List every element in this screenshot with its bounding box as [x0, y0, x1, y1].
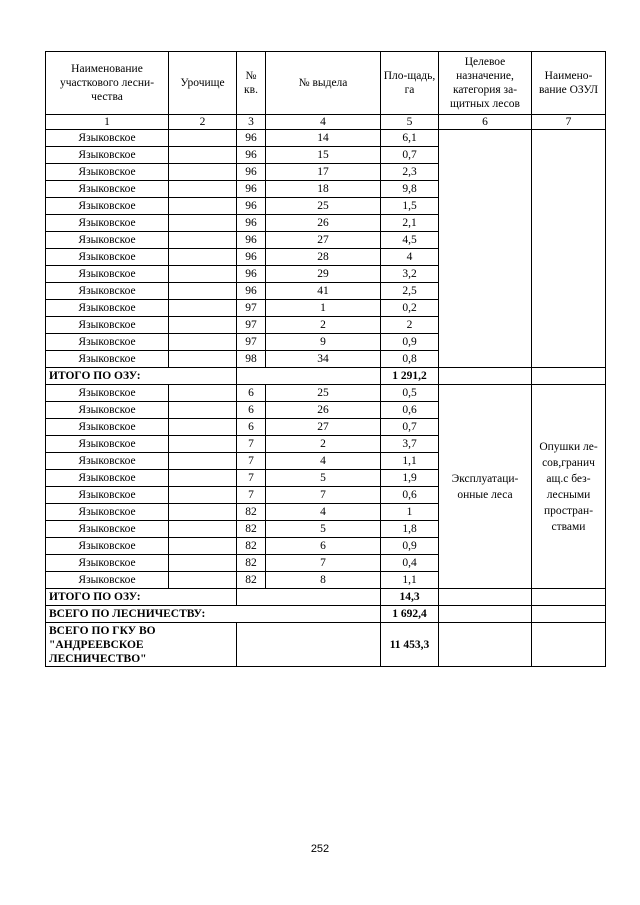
- forestry-cell: Языковское: [46, 317, 169, 334]
- header-tract: Урочище: [169, 52, 237, 115]
- plot-cell: 5: [266, 470, 381, 487]
- quarter-cell: 98: [237, 351, 266, 368]
- area-cell: 1,8: [381, 521, 439, 538]
- tract-cell: [169, 538, 237, 555]
- header-area: Пло-щадь, га: [381, 52, 439, 115]
- column-number: 1: [46, 115, 169, 130]
- tract-cell: [169, 402, 237, 419]
- forestry-cell: Языковское: [46, 572, 169, 589]
- quarter-cell: 96: [237, 266, 266, 283]
- subtotal-label: ИТОГО ПО ОЗУ:: [46, 589, 237, 606]
- plot-cell: 6: [266, 538, 381, 555]
- plot-cell: 2: [266, 317, 381, 334]
- total-empty: [532, 606, 606, 623]
- plot-cell: 41: [266, 283, 381, 300]
- tract-cell: [169, 249, 237, 266]
- forestry-cell: Языковское: [46, 453, 169, 470]
- plot-cell: 26: [266, 215, 381, 232]
- quarter-cell: 82: [237, 504, 266, 521]
- area-cell: 1: [381, 504, 439, 521]
- tract-cell: [169, 130, 237, 147]
- area-cell: 0,2: [381, 300, 439, 317]
- tract-cell: [169, 147, 237, 164]
- gku-total-area: 11 453,3: [381, 623, 439, 667]
- header-forestry: Наименование участкового лесни-чества: [46, 52, 169, 115]
- total-empty: [237, 623, 381, 667]
- forestry-cell: Языковское: [46, 164, 169, 181]
- gku-total-row: [46, 623, 606, 667]
- forestry-cell: Языковское: [46, 385, 169, 402]
- subtotal-empty: [237, 368, 381, 385]
- tract-cell: [169, 555, 237, 572]
- forestry-total-row: [46, 606, 606, 623]
- column-number: 6: [439, 115, 532, 130]
- quarter-cell: 96: [237, 181, 266, 198]
- header-quarter: № кв.: [237, 52, 266, 115]
- total-empty: [439, 623, 532, 667]
- area-cell: 2,5: [381, 283, 439, 300]
- quarter-cell: 82: [237, 521, 266, 538]
- forestry-total-area: 1 692,4: [381, 606, 439, 623]
- column-number: 3: [237, 115, 266, 130]
- column-number: 4: [266, 115, 381, 130]
- forest-areas-table: [45, 51, 606, 667]
- subtotal-empty: [237, 589, 381, 606]
- forestry-cell: Языковское: [46, 300, 169, 317]
- plot-cell: 7: [266, 555, 381, 572]
- forestry-cell: Языковское: [46, 232, 169, 249]
- quarter-cell: 96: [237, 130, 266, 147]
- plot-cell: 18: [266, 181, 381, 198]
- tract-cell: [169, 470, 237, 487]
- subtotal-area: 1 291,2: [381, 368, 439, 385]
- forestry-cell: Языковское: [46, 504, 169, 521]
- purpose-cell-empty: [439, 130, 532, 368]
- quarter-cell: 96: [237, 164, 266, 181]
- plot-cell: 4: [266, 504, 381, 521]
- quarter-cell: 7: [237, 487, 266, 504]
- quarter-cell: 82: [237, 555, 266, 572]
- subtotal-row: [46, 589, 606, 606]
- forestry-cell: Языковское: [46, 249, 169, 266]
- area-cell: 1,9: [381, 470, 439, 487]
- forestry-cell: Языковское: [46, 419, 169, 436]
- quarter-cell: 6: [237, 402, 266, 419]
- forestry-cell: Языковское: [46, 215, 169, 232]
- quarter-cell: 96: [237, 147, 266, 164]
- area-cell: 3,2: [381, 266, 439, 283]
- quarter-cell: 82: [237, 572, 266, 589]
- forestry-cell: Языковское: [46, 130, 169, 147]
- header-plot: № выдела: [266, 52, 381, 115]
- tract-cell: [169, 385, 237, 402]
- area-cell: 6,1: [381, 130, 439, 147]
- area-cell: 0,6: [381, 402, 439, 419]
- subtotal-area: 14,3: [381, 589, 439, 606]
- quarter-cell: 82: [237, 538, 266, 555]
- plot-cell: 25: [266, 385, 381, 402]
- area-cell: 0,4: [381, 555, 439, 572]
- plot-cell: 2: [266, 436, 381, 453]
- plot-cell: 9: [266, 334, 381, 351]
- subtotal-empty: [532, 589, 606, 606]
- column-number: 2: [169, 115, 237, 130]
- tract-cell: [169, 181, 237, 198]
- area-cell: 2: [381, 317, 439, 334]
- forestry-cell: Языковское: [46, 283, 169, 300]
- forestry-cell: Языковское: [46, 147, 169, 164]
- plot-cell: 4: [266, 453, 381, 470]
- quarter-cell: 7: [237, 453, 266, 470]
- tract-cell: [169, 419, 237, 436]
- header-purpose: Целевое назначение, категория за-щитных лесов: [439, 52, 532, 115]
- forestry-cell: Языковское: [46, 521, 169, 538]
- plot-cell: 1: [266, 300, 381, 317]
- tract-cell: [169, 334, 237, 351]
- column-numbers-row: [46, 115, 606, 130]
- tract-cell: [169, 232, 237, 249]
- plot-cell: 26: [266, 402, 381, 419]
- plot-cell: 27: [266, 232, 381, 249]
- quarter-cell: 97: [237, 317, 266, 334]
- plot-cell: 7: [266, 487, 381, 504]
- area-cell: 0,8: [381, 351, 439, 368]
- forestry-cell: Языковское: [46, 181, 169, 198]
- header-ozul: Наимено-вание ОЗУЛ: [532, 52, 606, 115]
- forestry-cell: Языковское: [46, 487, 169, 504]
- table-row: [46, 130, 606, 147]
- column-number: 7: [532, 115, 606, 130]
- subtotal-row: [46, 368, 606, 385]
- quarter-cell: 7: [237, 470, 266, 487]
- tract-cell: [169, 317, 237, 334]
- forestry-cell: Языковское: [46, 351, 169, 368]
- tract-cell: [169, 572, 237, 589]
- quarter-cell: 96: [237, 283, 266, 300]
- total-empty: [532, 623, 606, 667]
- ozul-cell: Опушки ле-сов,гранич ащ.с без-лесными простран-ствами: [532, 385, 606, 589]
- forestry-cell: Языковское: [46, 470, 169, 487]
- forestry-cell: Языковское: [46, 266, 169, 283]
- quarter-cell: 6: [237, 419, 266, 436]
- tract-cell: [169, 215, 237, 232]
- subtotal-empty: [439, 589, 532, 606]
- area-cell: 0,9: [381, 334, 439, 351]
- forestry-cell: Языковское: [46, 334, 169, 351]
- tract-cell: [169, 266, 237, 283]
- area-cell: 0,9: [381, 538, 439, 555]
- quarter-cell: 96: [237, 198, 266, 215]
- total-empty: [439, 606, 532, 623]
- subtotal-label: ИТОГО ПО ОЗУ:: [46, 368, 237, 385]
- tract-cell: [169, 453, 237, 470]
- quarter-cell: 96: [237, 249, 266, 266]
- plot-cell: 8: [266, 572, 381, 589]
- table-row: [46, 385, 606, 402]
- column-number: 5: [381, 115, 439, 130]
- tract-cell: [169, 164, 237, 181]
- tract-cell: [169, 521, 237, 538]
- plot-cell: 15: [266, 147, 381, 164]
- forestry-cell: Языковское: [46, 402, 169, 419]
- forestry-total-label: ВСЕГО ПО ЛЕСНИЧЕСТВУ:: [46, 606, 381, 623]
- area-cell: 9,8: [381, 181, 439, 198]
- forestry-cell: Языковское: [46, 538, 169, 555]
- tract-cell: [169, 198, 237, 215]
- tract-cell: [169, 300, 237, 317]
- quarter-cell: 6: [237, 385, 266, 402]
- quarter-cell: 96: [237, 232, 266, 249]
- area-cell: 1,1: [381, 453, 439, 470]
- forestry-cell: Языковское: [46, 555, 169, 572]
- tract-cell: [169, 487, 237, 504]
- area-cell: 4,5: [381, 232, 439, 249]
- forestry-cell: Языковское: [46, 198, 169, 215]
- subtotal-empty: [532, 368, 606, 385]
- gku-total-label: ВСЕГО ПО ГКУ ВО "АНДРЕЕВСКОЕ ЛЕСНИЧЕСТВО": [46, 623, 237, 667]
- header-row: [46, 52, 606, 115]
- page-number: 252: [310, 843, 330, 855]
- quarter-cell: 7: [237, 436, 266, 453]
- area-cell: 1,1: [381, 572, 439, 589]
- area-cell: 0,7: [381, 147, 439, 164]
- plot-cell: 27: [266, 419, 381, 436]
- area-cell: 1,5: [381, 198, 439, 215]
- tract-cell: [169, 504, 237, 521]
- subtotal-empty: [439, 368, 532, 385]
- quarter-cell: 97: [237, 300, 266, 317]
- plot-cell: 25: [266, 198, 381, 215]
- ozul-cell-empty: [532, 130, 606, 368]
- area-cell: 2,1: [381, 215, 439, 232]
- plot-cell: 34: [266, 351, 381, 368]
- plot-cell: 28: [266, 249, 381, 266]
- quarter-cell: 97: [237, 334, 266, 351]
- area-cell: 4: [381, 249, 439, 266]
- tract-cell: [169, 351, 237, 368]
- forestry-cell: Языковское: [46, 436, 169, 453]
- plot-cell: 17: [266, 164, 381, 181]
- area-cell: 2,3: [381, 164, 439, 181]
- plot-cell: 14: [266, 130, 381, 147]
- purpose-cell: Эксплуатаци-онные леса: [439, 385, 532, 589]
- area-cell: 0,5: [381, 385, 439, 402]
- tract-cell: [169, 283, 237, 300]
- quarter-cell: 96: [237, 215, 266, 232]
- area-cell: 0,7: [381, 419, 439, 436]
- plot-cell: 29: [266, 266, 381, 283]
- plot-cell: 5: [266, 521, 381, 538]
- area-cell: 3,7: [381, 436, 439, 453]
- area-cell: 0,6: [381, 487, 439, 504]
- tract-cell: [169, 436, 237, 453]
